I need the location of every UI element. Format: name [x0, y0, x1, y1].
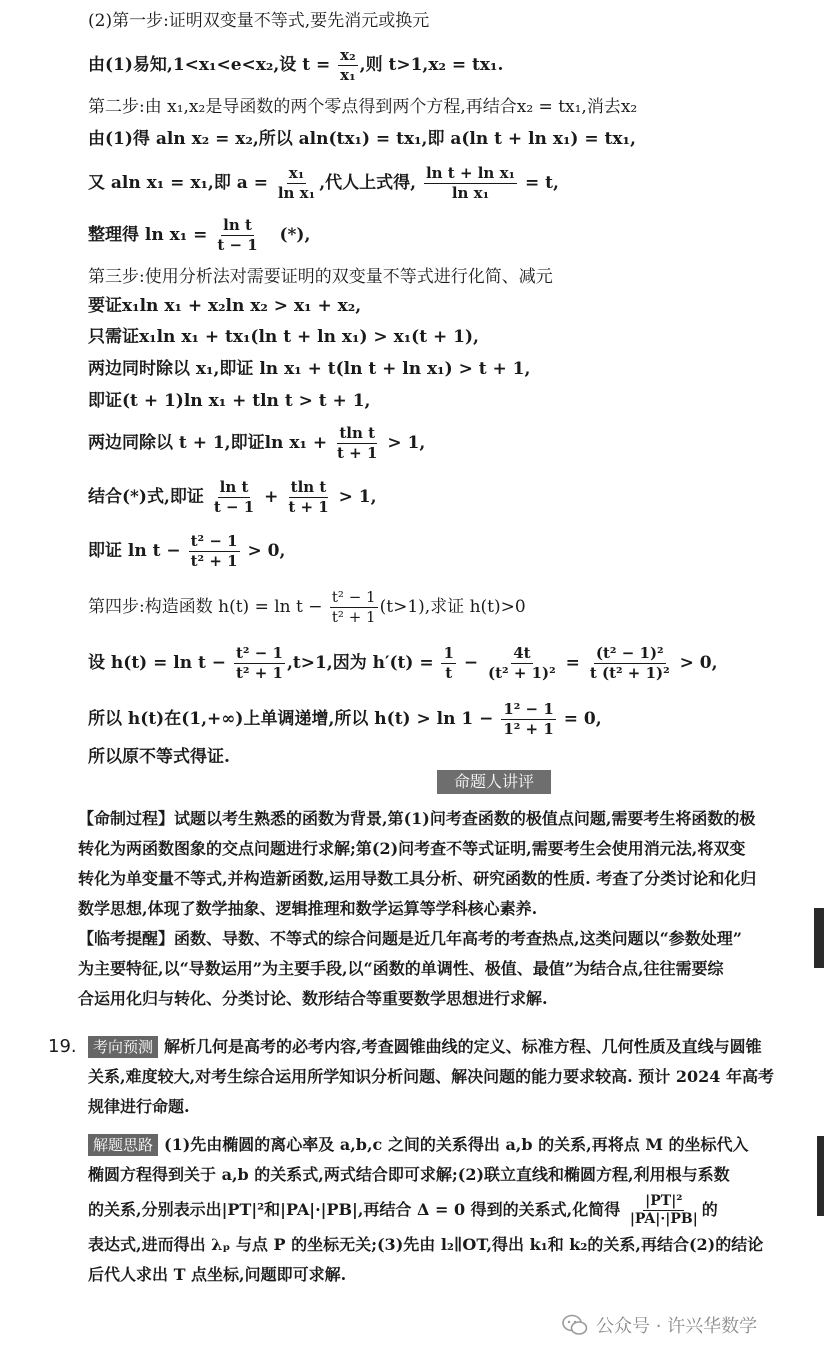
forecast-paragraph: 考向预测 解析几何是高考的必考内容,考查圆锥曲线的定义、标准方程、几何性质及直线与圆锥 关系,难度较大,对考生综合运用所学知识分析问题、解决问题的能力要求较高. 预计 2024 年高考 规律进行命题.: [88, 1037, 774, 1116]
solution-line-5: 又 aln x₁ = x₁,即 a = $\frac{\text{x₁}}{\text{ln x₁}}$ ,代人上式得, $\frac{\text{ln t + ln x₁}}{\text{ln x₁}}$ = t,: [88, 164, 559, 202]
solution-line-12: 两边同除以 t + 1,即证ln x₁ + $\frac{\text{tln t}}{t + 1}$ > 1,: [88, 424, 426, 462]
page-edge-mark: [817, 1136, 824, 1216]
commentary-header: 命题人讲评: [437, 770, 551, 794]
step-4-heading: 第四步:构造函数 h(t) = ln t − $\frac{\text{t² − 1}}{\text{t² + 1}}$ (t>1),求证 h(t)>0: [88, 588, 526, 626]
idea-paragraph: 解题思路 (1)先由椭圆的离心率及 a,b,c 之间的关系得出 a,b 的关系,再将点 M 的坐标代入 椭圆方程得到关于 a,b 的关系式,两式结合即可求解;(2)联立直线和椭圆方程,利用根与系数 的关系,分别表示出|PT|²和|PA|·|PB|,再结合 Δ = 0 得到的关系式,化简得 $\frac{\text{|PT|²}}{|PA|\cdot|PB|}$ 的 表达式,进而得出 λₚ 与点 P 的坐标无关;(3)先由 l₂∥OT,得出 k₁和 k₂的关系,再结合(2)的结论 后代人求出 T 点坐标,问题即可求解.: [88, 1135, 764, 1284]
page-edge-mark: [814, 908, 824, 968]
step-1-heading: (2)第一步:证明双变量不等式,要先消元或换元: [88, 11, 430, 31]
solution-line-8: 要证x₁ln x₁ + x₂ln x₂ > x₁ + x₂,: [88, 296, 362, 316]
wechat-icon: [562, 1314, 588, 1336]
step-3-heading: 第三步:使用分析法对需要证明的双变量不等式进行化简、减元: [88, 267, 553, 287]
solution-line-16: 设 h(t) = ln t − $\frac{\text{t² − 1}}{\text{t² + 1}}$ ,t>1,因为 h′(t) = $\frac{1}{t}$ − $\frac{4t}{\text{(t² + 1)²}}$ = $\frac{\text{(t² − 1)²}}{\text{t (t² + 1)²}}$ > 0,: [88, 644, 718, 682]
solution-conclusion: 所以原不等式得证.: [88, 747, 230, 767]
solution-line-6: 整理得 ln x₁ = $\frac{\text{ln t}}{t - 1}$ (*),: [88, 216, 311, 254]
process-paragraph: 【命制过程】试题以考生熟悉的函数为背景,第(1)问考查函数的极值点问题,需要考生将函数的极 转化为两函数图象的交点问题进行求解;第(2)问考查不等式证明,需要考生会使用消元法,将双变 转化为单变量不等式,并构造新函数,运用导数工具分析、研究函数的性质. 考查了分类讨论和化归 数学思想,体现了数学抽象、逻辑推理和数学运算等学科核心素养.: [78, 809, 757, 918]
watermark: 公众号 · 许兴华数学: [562, 1310, 757, 1340]
solution-line-9: 只需证x₁ln x₁ + tx₁(ln t + ln x₁) > x₁(t + 1),: [88, 327, 479, 347]
solution-line-10: 两边同时除以 x₁,即证 ln x₁ + t(ln t + ln x₁) > t + 1,: [88, 359, 531, 379]
fraction-x2-over-x1: $\frac{\text{x₂}}{\text{x₁}}$: [340, 46, 356, 84]
solution-line-11: 即证(t + 1)ln x₁ + tln t > t + 1,: [88, 391, 371, 411]
solution-line-14: 即证 ln t − $\frac{\text{t² − 1}}{\text{t² + 1}}$ > 0,: [88, 532, 286, 570]
question-number: 19.: [48, 1036, 77, 1057]
forecast-tag: 考向预测: [88, 1036, 158, 1058]
solution-line-2: 由(1)易知,1<x₁<e<x₂,设 t = $\frac{\text{x₂}}{\text{x₁}}$ ,则 t>1,x₂ = tx₁.: [88, 46, 504, 84]
idea-tag: 解题思路: [88, 1134, 158, 1156]
solution-line-4: 由(1)得 aln x₂ = x₂,所以 aln(tx₁) = tx₁,即 a(ln t + ln x₁) = tx₁,: [88, 129, 636, 149]
step-2-heading: 第二步:由 x₁,x₂是导函数的两个零点得到两个方程,再结合x₂ = tx₁,消去x₂: [88, 97, 638, 117]
solution-line-13: 结合(*)式,即证 $\frac{\text{ln t}}{t - 1}$ + $\frac{\text{tln t}}{t + 1}$ > 1,: [88, 478, 377, 516]
tip-paragraph: 【临考提醒】函数、导数、不等式的综合问题是近几年高考的考查热点,这类问题以“参数处理” 为主要特征,以“导数运用”为主要手段,以“函数的单调性、极值、最值”为结合点,往往需要综 合运用化归与转化、分类讨论、数形结合等重要数学思想进行求解.: [78, 929, 742, 1008]
solution-line-17: 所以 h(t)在(1,+∞)上单调递增,所以 h(t) > ln 1 − $\frac{\text{1² − 1}}{\text{1² + 1}}$ = 0,: [88, 700, 602, 738]
